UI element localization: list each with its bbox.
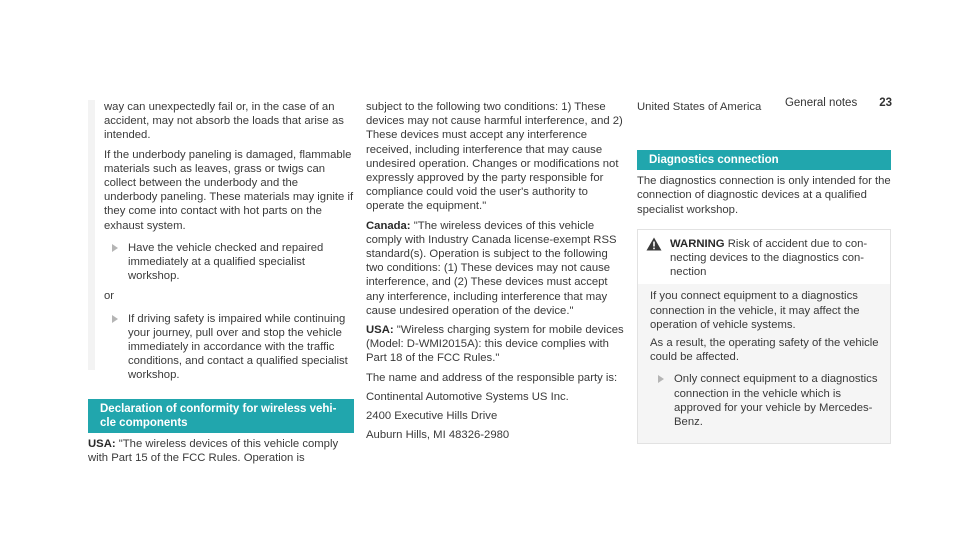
section-heading: Diagnostics connection <box>637 150 891 170</box>
warning-body <box>638 284 890 443</box>
address-line: 2400 Executive Hills Drive <box>366 410 498 423</box>
paragraph: USA: "Wireless charging system for mobile devices (Model: D-WMI2015A): this device complies with Part 18 of the FCC Rules." <box>366 324 624 365</box>
warning-title: Risk of accident due to connecting devices to the diagnostics connection <box>670 237 868 279</box>
paragraph: If you connect equipment to a diagnostics connection in the vehicle, it may affect the operation of vehicle systems. <box>650 290 860 331</box>
address-line: Auburn Hills, MI 48326-2980 <box>366 429 510 442</box>
warning-icon <box>646 237 670 280</box>
action-item: If driving safety is impaired while continuing your journey, pull over and stop the vehicle immediately in accordance with the traffic conditions, and contact a qualified specialist workshop. <box>104 312 354 383</box>
action-item: Have the vehicle checked and repaired immediately at a qualified specialist workshop. <box>104 241 354 284</box>
section-title: General notes <box>784 97 858 109</box>
warning-label: WARNING <box>670 237 725 250</box>
paragraph: USA: "The wireless devices of this vehicle comply with Part 15 of the FCC Rules. Operation is <box>88 438 339 465</box>
paragraph: Canada: "The wireless devices of this vehicle comply with Industry Canada license-exempt RSS standard(s). Operation is subject to the following two conditions: (1) These devices may not cause interference, and (2) These devices must accept any interference, including interference that may cause undesired operation of the device." <box>366 219 617 317</box>
section-heading: Declaration of conformity for wireless vehicle components <box>88 399 354 433</box>
warning-header <box>638 230 890 285</box>
or-text: or <box>104 290 115 303</box>
paragraph: way can unexpectedly fail or, in the case of an accident, may not absorb the loads that arise as intended. <box>104 101 344 142</box>
paragraph: The name and address of the responsible party is: <box>366 371 618 384</box>
paragraph: As a result, the operating safety of the vehicle could be affected. <box>650 337 879 364</box>
arrow-icon <box>112 315 118 323</box>
paragraph: The diagnostics connection is only intended for the connection of diagnostic devices at a qualified specialist workshop. <box>637 175 891 216</box>
column-2 <box>366 100 628 447</box>
address-line: Continental Automotive Systems US Inc. <box>366 390 569 403</box>
paragraph: United States of America <box>637 101 762 113</box>
column-3 <box>637 100 891 444</box>
declaration-section <box>88 399 354 465</box>
column-1 <box>88 100 354 389</box>
paragraph: If the underbody paneling is damaged, flammable materials such as leaves, grass or twigs can collect between the underbody and the underbody paneling. These materials may ignite if they come into contact with hot parts on the exhaust system. <box>104 148 354 232</box>
arrow-icon <box>658 375 664 383</box>
paragraph: subject to the following two conditions: 1) These devices may not cause harmful interference, and 2) These devices must accept any interference received, including interference that may cause undesired operation. Changes or modifications not expressly approved by the party responsible for compliance could void the user's authority to operate the equipment." <box>366 101 623 213</box>
page-number: 23 <box>879 97 892 109</box>
action-item: Only connect equipment to a diagnostics connection in the vehicle which is approved for your vehicle by Mercedes-Benz. <box>650 372 882 429</box>
warning-box <box>637 229 891 444</box>
arrow-icon <box>112 244 118 252</box>
